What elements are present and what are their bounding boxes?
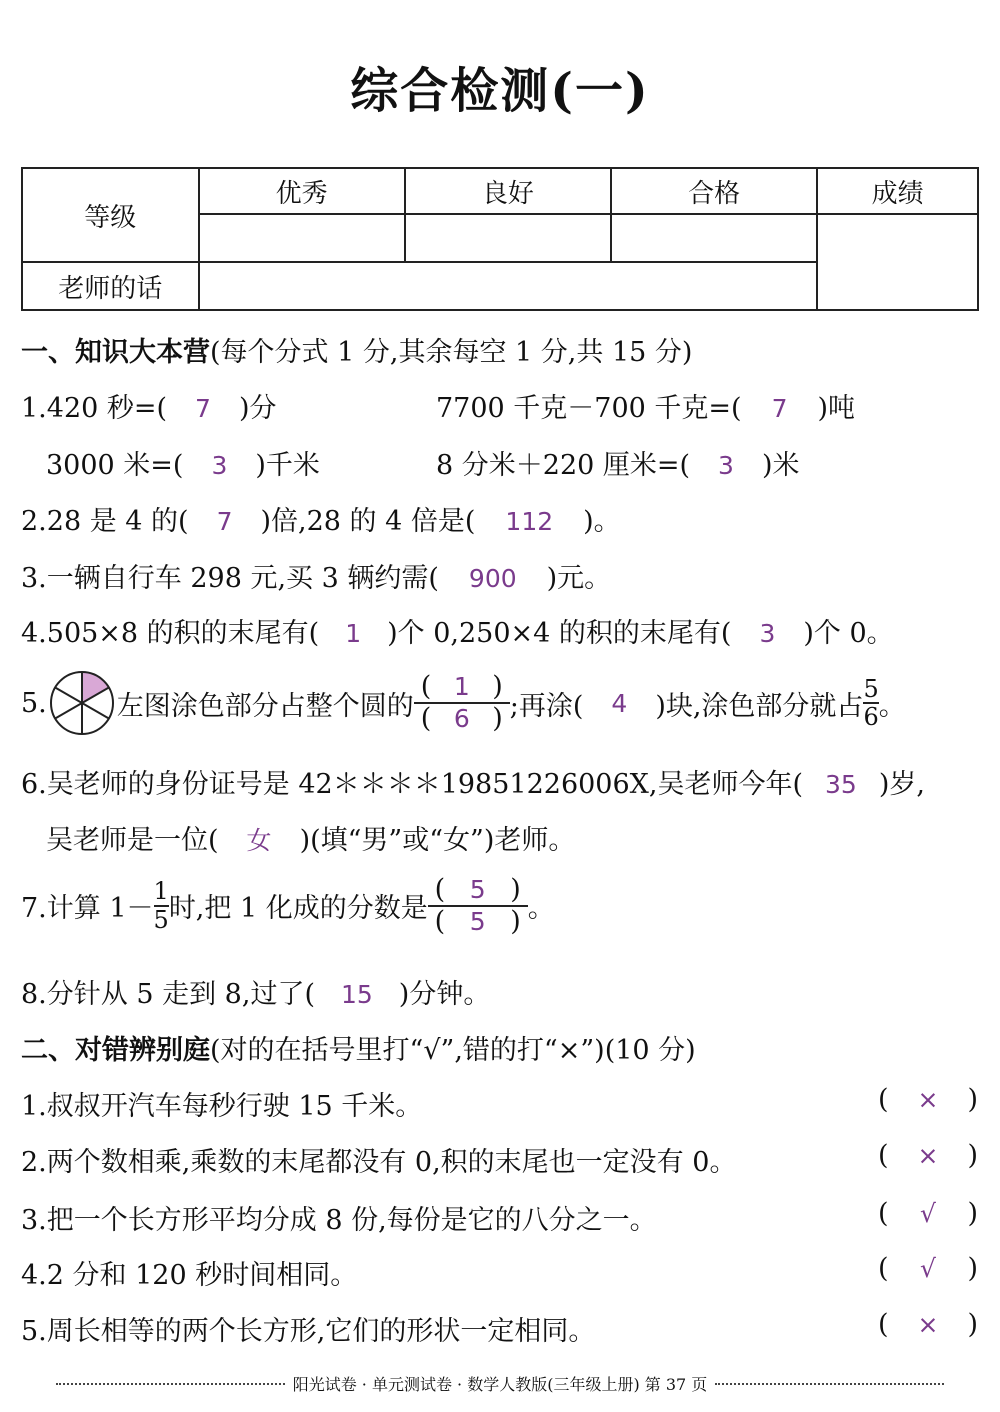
- shaded-sector: [82, 672, 109, 703]
- level-label: 等级: [22, 168, 199, 262]
- section1-heading: 一、知识大本营(每个分式 1 分,其余每空 1 分,共 15 分): [21, 337, 693, 368]
- judge-item-5: 5.周长相等的两个长方形,它们的形状一定相同。: [21, 1316, 596, 1347]
- footer-text: 阳光试卷 · 单元测试卷 · 数学人教版(三年级上册) 第 37 页: [292, 1375, 708, 1394]
- judge-answer-2: ( × ): [878, 1140, 978, 1171]
- judge-answer-3: ( √ ): [878, 1198, 978, 1229]
- judge-item-4: 4.2 分和 120 秒时间相同。: [21, 1260, 358, 1291]
- pass-header: 合格: [611, 168, 817, 214]
- question-5: 5. 左图涂色部分占整个圆的 $\frac{( 1 )}{( 6 )}$ ;再涂( 4 )块,涂色部分就占 $\frac{5}{6}$ 。: [21, 668, 906, 738]
- judge-answer-1: ( × ): [878, 1084, 978, 1115]
- judge-item-3: 3.把一个长方形平均分成 8 份,每份是它的八分之一。: [21, 1205, 657, 1236]
- question-1c: 3000 米=( 3 )千米: [46, 450, 320, 481]
- question-6-line2: 吴老师是一位( 女 )(填“男”或“女”)老师。: [46, 825, 576, 856]
- teacher-comment-label: 老师的话: [22, 262, 199, 310]
- answer: 7: [216, 507, 233, 536]
- page-footer: [48, 1372, 952, 1395]
- question-2: 2.28 是 4 的( 7 )倍,28 的 4 倍是( 112 )。: [21, 506, 621, 537]
- answer: 4: [611, 688, 628, 718]
- question-6: 6.吴老师的身份证号是 42＊＊＊＊19851226006X,吴老师今年( 35 )岁,: [21, 769, 925, 800]
- score-cell[interactable]: [817, 214, 978, 310]
- target-fraction: $\frac{5}{6}$: [863, 674, 879, 731]
- judge-item-1: 1.叔叔开汽车每秒行驶 15 千米。: [21, 1091, 423, 1122]
- excellent-header: 优秀: [199, 168, 405, 214]
- question-8: 8.分针从 5 走到 8,过了( 15 )分钟。: [21, 979, 491, 1010]
- question-1d: 8 分米＋220 厘米=( 3 )米: [436, 450, 800, 481]
- good-header: 良好: [405, 168, 611, 214]
- answer: 15: [340, 980, 373, 1009]
- fraction-answer: $\frac{( 1 )}{( 6 )}$: [414, 672, 510, 733]
- answer: 女: [246, 826, 272, 855]
- good-cell[interactable]: [405, 214, 611, 262]
- answer: 3: [759, 619, 776, 648]
- fraction: $\frac{1}{5}$: [153, 877, 169, 934]
- excellent-cell[interactable]: [199, 214, 405, 262]
- fraction-answer: $\frac{( 5 )}{( 5 )}$: [428, 875, 528, 936]
- answer: 3: [211, 451, 228, 480]
- question-1a: 1.420 秒=( 7 )分: [21, 393, 277, 424]
- question-4: 4.505×8 的积的末尾有( 1 )个 0,250×4 的积的末尾有( 3 )个 0。: [21, 618, 894, 649]
- question-7: 7.计算 1－ $\frac{1}{5}$ 时,把 1 化成的分数是 $\frac{( 5 )}{( 5 )}$ 。: [21, 874, 555, 937]
- answer: 3: [718, 451, 734, 480]
- question-1b: 7700 千克－700 千克=( 7 )吨: [436, 393, 856, 424]
- judge-item-2: 2.两个数相乘,乘数的末尾都没有 0,积的末尾也一定没有 0。: [21, 1147, 737, 1178]
- page-title: 综合检测(一): [350, 63, 650, 119]
- answer: 112: [505, 507, 554, 536]
- answer: 7: [771, 394, 788, 423]
- answer: 7: [195, 394, 211, 423]
- teacher-comment-cell[interactable]: [199, 262, 818, 310]
- judge-answer-4: ( √ ): [878, 1253, 978, 1284]
- answer: 35: [825, 770, 857, 799]
- pie-circle-icon: [47, 668, 117, 738]
- judge-answer-5: ( × ): [878, 1309, 978, 1340]
- answer: 1: [345, 619, 362, 648]
- section2-heading: 二、对错辨别庭(对的在括号里打“√”,错的打“×”)(10 分): [21, 1035, 696, 1066]
- grade-table: [21, 167, 979, 311]
- score-header: 成绩: [817, 168, 978, 214]
- pass-cell[interactable]: [611, 214, 817, 262]
- answer: 900: [468, 564, 517, 593]
- question-3: 3.一辆自行车 298 元,买 3 辆约需( 900 )元。: [21, 563, 612, 594]
